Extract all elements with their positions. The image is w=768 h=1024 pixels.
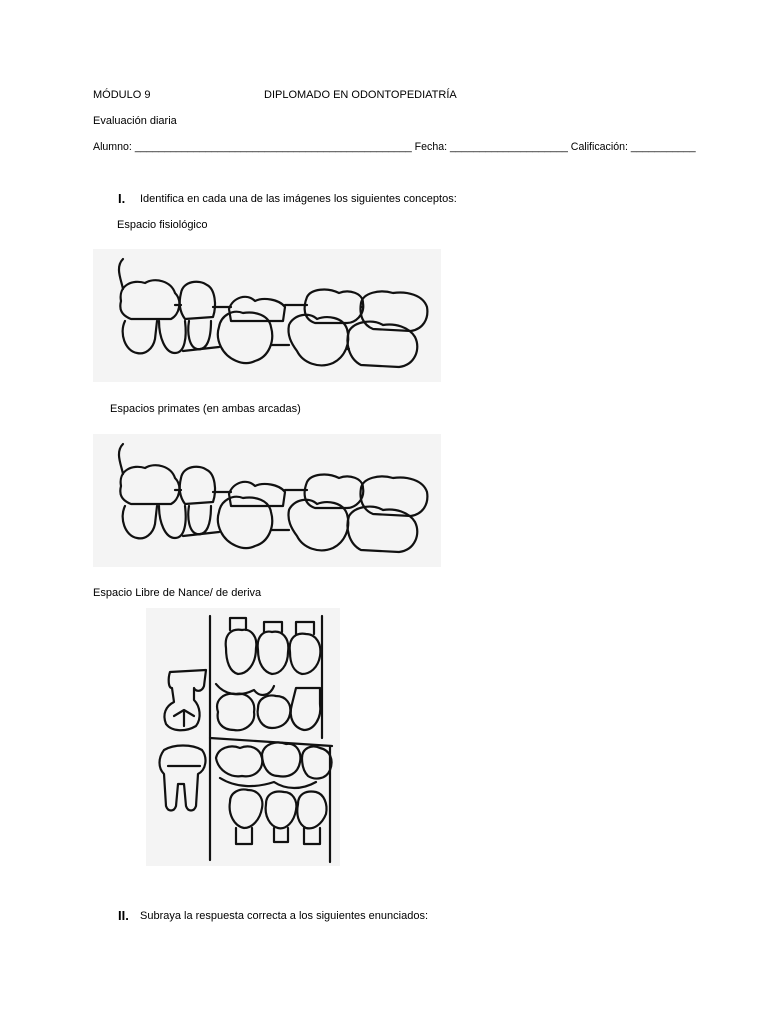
dental-arch-icon [93, 249, 441, 382]
evaluation-label: Evaluación diaria [93, 115, 177, 127]
student-blank: _______________________________________________ [134, 141, 412, 153]
student-label: Alumno: [93, 141, 135, 153]
mixed-dentition-icon [146, 608, 340, 866]
item-physiological-space-label: Espacio fisiológico [117, 219, 208, 231]
grade-label: Calificación: [567, 141, 631, 153]
section-1-instruction: Identifica en cada una de las imágenes los siguientes conceptos: [140, 193, 457, 205]
item-primate-spaces-label: Espacios primates (en ambas arcadas) [110, 403, 301, 415]
student-line [93, 141, 696, 153]
date-blank: ____________________ [450, 141, 568, 153]
module-label: MÓDULO 9 [93, 89, 151, 101]
section-2-numeral: II. [118, 908, 129, 923]
section-2-instruction: Subraya la respuesta correcta a los siguientes enunciados: [140, 910, 429, 922]
grade-blank: ___________ [630, 141, 696, 153]
date-label: Fecha: [411, 141, 451, 153]
item-leeway-space-label: Espacio Libre de Nance/ de deriva [93, 587, 262, 599]
dental-arch-icon [93, 434, 441, 567]
course-title: DIPLOMADO EN ODONTOPEDIATRÍA [264, 89, 457, 101]
section-1-numeral: I. [118, 191, 126, 206]
